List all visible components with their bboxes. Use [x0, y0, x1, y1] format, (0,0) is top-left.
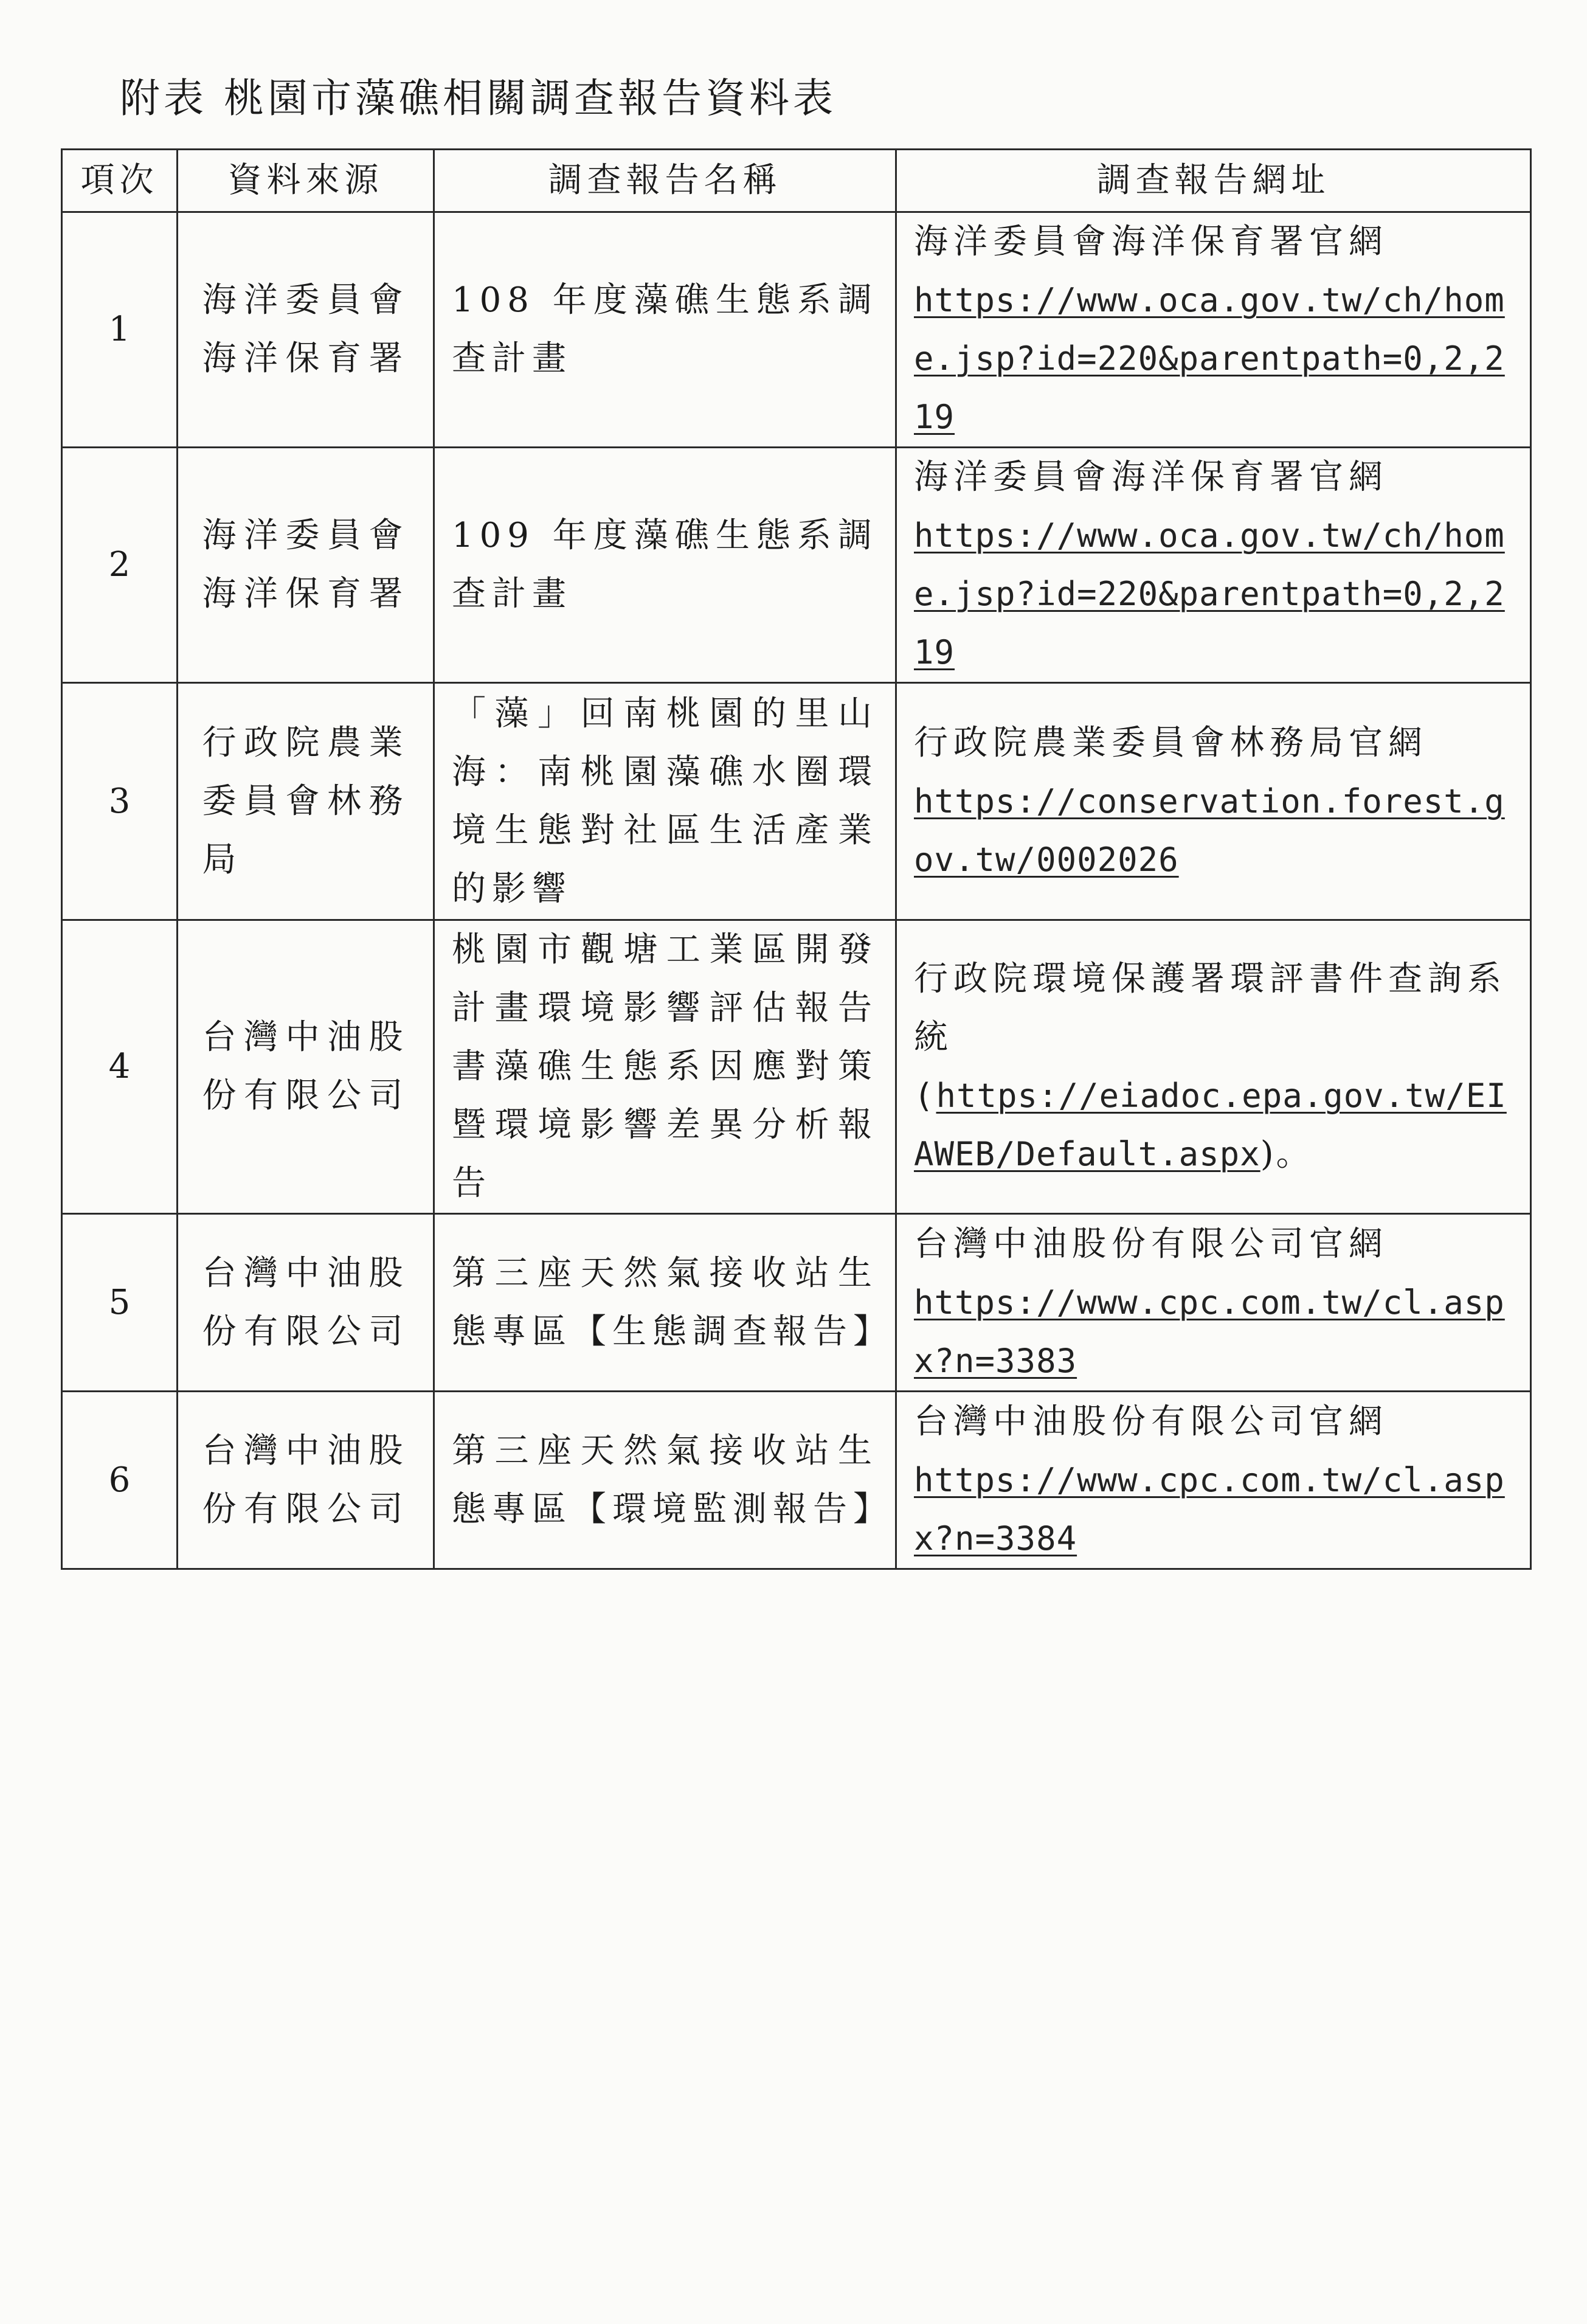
- row-source: 海洋委員會海洋保育署: [178, 448, 434, 683]
- row-site-name: 行政院環境保護署環評書件查詢系統: [914, 959, 1507, 1057]
- row-num: 1: [62, 212, 178, 448]
- row-num: 4: [62, 920, 178, 1214]
- row-source: 台灣中油股份有限公司: [178, 1392, 434, 1569]
- page-title: 附表 桃園市藻礁相關調查報告資料表: [120, 75, 837, 122]
- header-num: 項次: [62, 150, 178, 212]
- header-url: 調查報告網址: [896, 150, 1531, 212]
- row-report-name: 108 年度藻礁生態系調查計畫: [434, 212, 896, 448]
- report-link[interactable]: https://www.cpc.com.tw/cl.aspx?n=3384: [914, 1460, 1505, 1558]
- row-num: 6: [62, 1392, 178, 1569]
- row-num: 5: [62, 1214, 178, 1392]
- row-report-name: 「藻」回南桃園的里山海：南桃園藻礁水圈環境生態對社區生活產業的影響: [434, 683, 896, 920]
- row-site-name: 海洋委員會海洋保育署官網: [914, 222, 1388, 262]
- table-row: [62, 448, 1531, 683]
- report-link[interactable]: https://www.cpc.com.tw/cl.aspx?n=3383: [914, 1283, 1505, 1380]
- row-site-name: 行政院農業委員會林務局官網: [914, 723, 1428, 763]
- row-num: 3: [62, 683, 178, 920]
- close-paren: )。: [1260, 1134, 1313, 1174]
- report-table: [61, 148, 1532, 1570]
- row-report-name: 第三座天然氣接收站生態專區【生態調查報告】: [434, 1214, 896, 1392]
- table-row: [62, 1392, 1531, 1569]
- row-url-cell: [896, 448, 1531, 683]
- table-header-row: [62, 150, 1531, 212]
- row-url-cell: [896, 1214, 1531, 1392]
- table-row: [62, 212, 1531, 448]
- row-num: 2: [62, 448, 178, 683]
- row-source: 台灣中油股份有限公司: [178, 920, 434, 1214]
- row-url-cell: [896, 1392, 1531, 1569]
- row-source: 海洋委員會海洋保育署: [178, 212, 434, 448]
- open-paren: (: [914, 1077, 936, 1115]
- row-site-name: 台灣中油股份有限公司官網: [914, 1401, 1388, 1441]
- header-report: 調查報告名稱: [434, 150, 896, 212]
- table-row: [62, 1214, 1531, 1392]
- report-link[interactable]: https://www.oca.gov.tw/ch/home.jsp?id=220&parentpath=0,2,219: [914, 281, 1505, 436]
- row-site-name: 台灣中油股份有限公司官網: [914, 1224, 1388, 1264]
- row-url-cell: [896, 212, 1531, 448]
- row-report-name: 第三座天然氣接收站生態專區【環境監測報告】: [434, 1392, 896, 1569]
- row-report-name: 109 年度藻礁生態系調查計畫: [434, 448, 896, 683]
- row-url-cell: [896, 920, 1531, 1214]
- report-link[interactable]: https://conservation.forest.gov.tw/0002026: [914, 782, 1505, 879]
- row-source: 台灣中油股份有限公司: [178, 1214, 434, 1392]
- report-link[interactable]: https://eiadoc.epa.gov.tw/EIAWEB/Default.aspx: [914, 1077, 1507, 1173]
- row-url-cell: [896, 683, 1531, 920]
- row-source: 行政院農業委員會林務局: [178, 683, 434, 920]
- header-source: 資料來源: [178, 150, 434, 212]
- table-row: [62, 920, 1531, 1214]
- row-site-name: 海洋委員會海洋保育署官網: [914, 457, 1388, 497]
- report-link[interactable]: https://www.oca.gov.tw/ch/home.jsp?id=220&parentpath=0,2,219: [914, 516, 1505, 671]
- row-report-name: 桃園市觀塘工業區開發計畫環境影響評估報告書藻礁生態系因應對策暨環境影響差異分析報告: [434, 920, 896, 1214]
- table-row: [62, 683, 1531, 920]
